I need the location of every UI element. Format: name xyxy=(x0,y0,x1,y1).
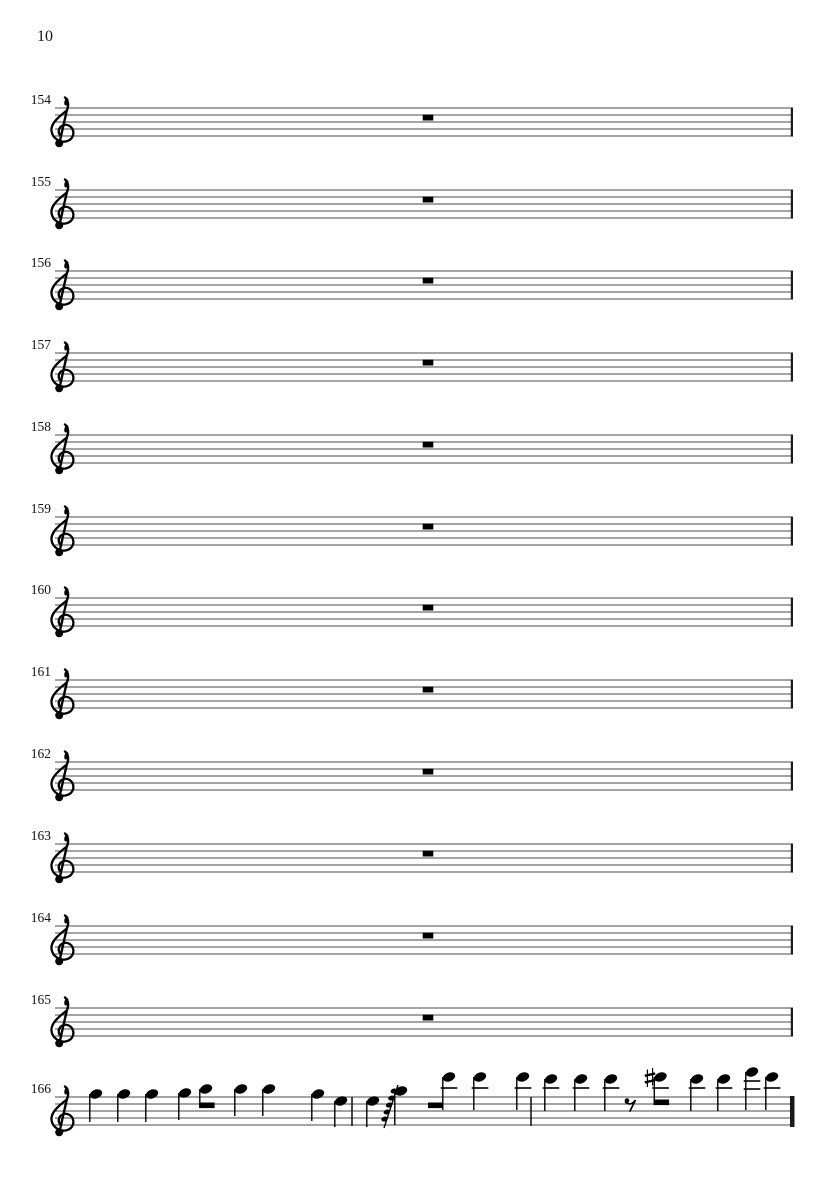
note-stem xyxy=(745,1072,746,1110)
staff-system-163 xyxy=(31,828,793,883)
clef-bottom-blob xyxy=(55,629,63,637)
measure-number: 163 xyxy=(30,828,51,843)
staff-line xyxy=(55,373,793,374)
note-head xyxy=(233,1083,248,1096)
staff-line xyxy=(55,1007,793,1008)
staff-line xyxy=(55,693,793,694)
staff-line xyxy=(55,107,793,108)
note-head xyxy=(764,1071,779,1084)
half-rest-bar xyxy=(654,1100,670,1106)
note-head xyxy=(653,1071,668,1084)
staff-system-155 xyxy=(31,174,793,229)
note-head xyxy=(543,1073,558,1086)
whole-measure-rest xyxy=(423,769,434,775)
clef-bottom-blob xyxy=(55,466,63,474)
note-head xyxy=(472,1071,487,1084)
note-head xyxy=(573,1073,588,1086)
whole-measure-rest xyxy=(423,933,434,939)
system-end-barline xyxy=(791,190,793,219)
staff-line xyxy=(55,953,793,954)
staff-system-159 xyxy=(31,501,793,556)
staff-line xyxy=(55,939,793,940)
clef-bottom-blob xyxy=(55,139,63,147)
note-stem xyxy=(89,1094,90,1122)
staff-line xyxy=(55,448,793,449)
staff-line xyxy=(55,544,793,545)
measure-number: 159 xyxy=(30,501,51,516)
note-stem xyxy=(394,1091,395,1125)
staff-line xyxy=(55,843,793,844)
ledger-line xyxy=(764,1087,781,1089)
system-end-barline xyxy=(791,271,793,300)
note-stem xyxy=(765,1077,766,1110)
clef-bottom-blob xyxy=(55,548,63,556)
whole-measure-rest xyxy=(423,197,434,203)
note-head xyxy=(716,1073,731,1086)
staff-line xyxy=(55,864,793,865)
ledger-line xyxy=(689,1087,706,1089)
system-end-barline xyxy=(791,680,793,709)
staff-line xyxy=(55,775,793,776)
staff-system-158 xyxy=(31,419,793,474)
staff-line xyxy=(55,380,793,381)
staff-line xyxy=(55,537,793,538)
clef-bottom-blob xyxy=(55,221,63,229)
whole-measure-rest xyxy=(423,1015,434,1021)
note-stem xyxy=(234,1089,235,1116)
note-head xyxy=(310,1088,325,1101)
note-head xyxy=(515,1071,530,1084)
measure-number: 162 xyxy=(30,746,51,761)
staff-line xyxy=(55,291,793,292)
note-stem xyxy=(574,1079,575,1111)
clef-bottom-blob xyxy=(55,302,63,310)
note-stem xyxy=(311,1094,312,1121)
staff-line xyxy=(55,1124,793,1125)
note-stem xyxy=(117,1094,118,1122)
staff-line xyxy=(55,189,793,190)
final-barline xyxy=(790,1096,795,1127)
staff-line xyxy=(55,128,793,129)
clef-bottom-blob xyxy=(55,957,63,965)
ledger-line xyxy=(515,1087,532,1089)
staff-line xyxy=(55,597,793,598)
measure-number: 165 xyxy=(30,992,51,1007)
clef-bottom-blob xyxy=(55,1128,63,1136)
note-head xyxy=(393,1085,408,1098)
staff-line xyxy=(55,946,793,947)
staff-system-157 xyxy=(31,337,793,392)
staff-line xyxy=(55,366,793,367)
ledger-line xyxy=(652,1087,669,1089)
note-stem xyxy=(366,1101,367,1127)
staff-line xyxy=(55,284,793,285)
note-stem xyxy=(717,1079,718,1111)
staff-line xyxy=(55,1117,793,1118)
note-head xyxy=(116,1088,131,1101)
note-stem xyxy=(690,1079,691,1111)
staff-line xyxy=(55,761,793,762)
staff-line xyxy=(55,1110,793,1111)
barline xyxy=(530,1097,532,1126)
note-head xyxy=(689,1073,704,1086)
staff-system-165 xyxy=(31,992,793,1047)
whole-measure-rest xyxy=(423,851,434,857)
staff-line xyxy=(55,1028,793,1029)
staff-line xyxy=(55,270,793,271)
staff-line xyxy=(55,203,793,204)
staff-line xyxy=(55,530,793,531)
whole-measure-rest xyxy=(423,278,434,284)
barline xyxy=(351,1097,353,1126)
system-end-barline xyxy=(791,435,793,464)
staff-line xyxy=(55,121,793,122)
eighth-rest xyxy=(625,1098,636,1111)
staff-system-154 xyxy=(31,92,793,147)
ledger-line xyxy=(472,1087,489,1089)
measure-number: 158 xyxy=(30,419,51,434)
measure-number: 160 xyxy=(30,582,51,597)
system-end-barline xyxy=(791,598,793,627)
measure-number: 157 xyxy=(30,337,51,352)
measure-number: 166 xyxy=(30,1081,51,1096)
staff-system-162 xyxy=(31,746,793,801)
staff-line xyxy=(55,1021,793,1022)
staff-line xyxy=(55,789,793,790)
ledger-line xyxy=(744,1088,761,1090)
staff-line xyxy=(55,925,793,926)
staff-line xyxy=(55,1103,793,1104)
staff-line xyxy=(55,679,793,680)
ledger-line xyxy=(716,1087,733,1089)
note-head xyxy=(744,1066,759,1079)
whole-measure-rest xyxy=(423,360,434,366)
clef-bottom-blob xyxy=(55,384,63,392)
staff-line xyxy=(55,210,793,211)
ledger-line xyxy=(573,1087,590,1089)
staff-line xyxy=(55,1035,793,1036)
clef-bottom-blob xyxy=(55,711,63,719)
staff-line xyxy=(55,352,793,353)
note-head xyxy=(261,1083,276,1096)
measure-number: 161 xyxy=(30,664,51,679)
note-head xyxy=(198,1083,213,1096)
system-end-barline xyxy=(791,1008,793,1037)
staff-line xyxy=(55,135,793,136)
whole-measure-rest xyxy=(423,605,434,611)
note-head xyxy=(144,1088,159,1101)
note-stem xyxy=(516,1077,517,1110)
staff-line xyxy=(55,618,793,619)
note-stem xyxy=(544,1079,545,1111)
staff-line xyxy=(55,857,793,858)
system-end-barline xyxy=(791,762,793,791)
measure-number: 156 xyxy=(30,255,51,270)
ledger-line xyxy=(744,1080,761,1082)
sharp-hbar xyxy=(645,1073,655,1075)
page-number: 10 xyxy=(37,28,53,45)
staff-system-161 xyxy=(31,664,793,719)
staff-line xyxy=(55,1096,793,1097)
staff-line xyxy=(55,217,793,218)
staff-system-164 xyxy=(31,910,793,965)
note-stem xyxy=(262,1089,263,1116)
note-head xyxy=(603,1073,618,1086)
whole-measure-rest xyxy=(423,115,434,121)
note-head xyxy=(441,1071,456,1084)
note-stem xyxy=(145,1094,146,1122)
staff-line xyxy=(55,298,793,299)
system-end-barline xyxy=(791,517,793,546)
note-stem xyxy=(334,1101,335,1127)
staff-system-156 xyxy=(31,255,793,310)
staff-system-160 xyxy=(31,582,793,637)
staff-line xyxy=(55,611,793,612)
staff-line xyxy=(55,782,793,783)
staff-system-166 xyxy=(31,1066,795,1137)
whole-measure-rest xyxy=(423,687,434,693)
staff-line xyxy=(55,462,793,463)
note-stem xyxy=(473,1077,474,1110)
measure-number: 155 xyxy=(30,174,51,189)
clef-bottom-blob xyxy=(55,793,63,801)
staff-line xyxy=(55,871,793,872)
clef-bottom-blob xyxy=(55,1039,63,1047)
half-rest-bar xyxy=(199,1103,215,1109)
staff-line xyxy=(55,455,793,456)
note-stem xyxy=(178,1093,179,1120)
system-end-barline xyxy=(791,844,793,873)
whole-measure-rest xyxy=(423,442,434,448)
ledger-line xyxy=(603,1087,620,1089)
system-end-barline xyxy=(791,926,793,955)
staff-line xyxy=(55,700,793,701)
system-end-barline xyxy=(791,108,793,137)
measure-number: 154 xyxy=(30,92,51,107)
measure-number: 164 xyxy=(30,910,51,925)
staff-line xyxy=(55,434,793,435)
system-end-barline xyxy=(791,353,793,382)
note-head xyxy=(88,1088,103,1101)
whole-measure-rest xyxy=(423,524,434,530)
staff-line xyxy=(55,707,793,708)
staff-line xyxy=(55,625,793,626)
clef-bottom-blob xyxy=(55,875,63,883)
ledger-line xyxy=(441,1087,458,1089)
staff-line xyxy=(55,516,793,517)
ledger-line xyxy=(543,1087,560,1089)
half-rest-bar xyxy=(428,1103,444,1109)
note-stem xyxy=(604,1079,605,1111)
